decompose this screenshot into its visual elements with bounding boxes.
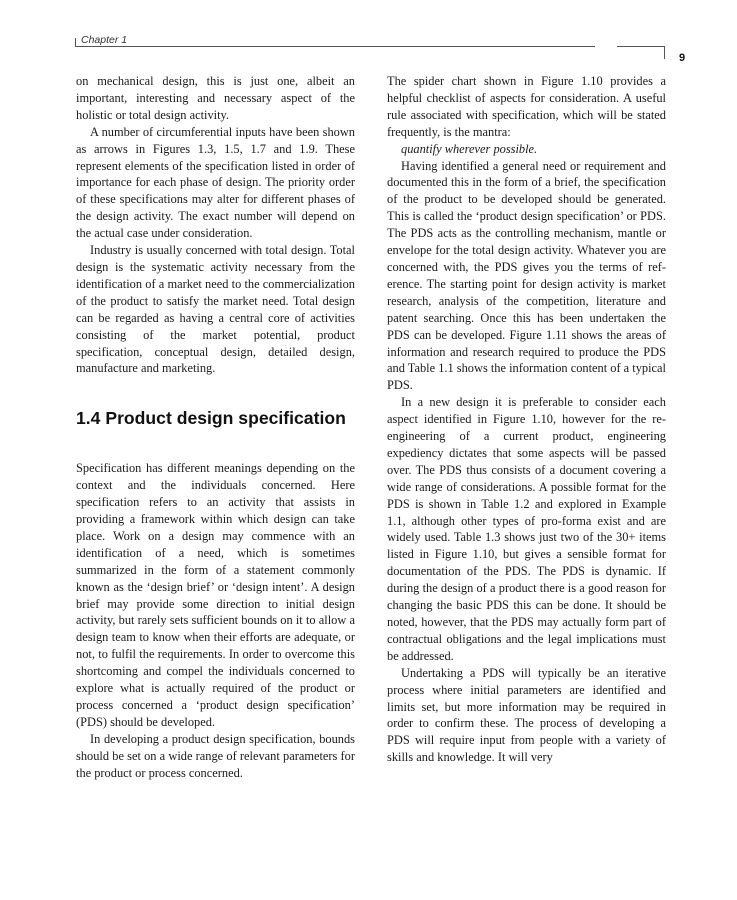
- body-paragraph: Specification has different meanings depending on the context and the individuals concerned. Here specification refers to an activity that assists in providing a framework within which design can take place. Work on a design may commence with an identification of a need, which is sometimes summarized in the form of a statement commonly known as the ‘design brief’ or ‘design intent’. A design brief may provide some direction to initial design activity, but rarely sets sufficient bounds on it to allow a design team to know when their efforts are adequate, or not, to fulfil the requirements. In order to overcome this shortcoming and compel the individuals concerned to explore what is actually required of the product or process concerned a ‘product design specification’ (PDS) should be developed.: [76, 461, 355, 729]
- body-paragraph: Industry is usually concerned with total design. Total design is the systematic activity necessary from the identification of a market need to the commercialization of the product to satisfy the market need. Total design can be regarded as having a central core of activities consisting of the market potential, product specification, conceptual design, detailed design, manufacture and marketing.: [76, 243, 355, 376]
- right-column: [387, 73, 666, 766]
- body-paragraph: on mechanical design, this is just one, albeit an important, interesting and necessary aspect of the holistic or total design activity.: [76, 74, 355, 122]
- header-rule: [75, 46, 595, 47]
- header-rule-right: [617, 46, 665, 47]
- body-paragraph: Undertaking a PDS will typically be an iterative process where initial parameters are identified and limits set, but more information may be required in order to confirm these. The process of developing a PDS will require input from people with a variety of skills and knowledge. It will very: [387, 665, 666, 765]
- left-column: [76, 73, 355, 782]
- body-paragraph: The spider chart shown in Figure 1.10 provides a helpful checklist of aspects for consideration. A useful rule associated with specification, which will be stated frequently, is the mantra:: [387, 74, 666, 139]
- body-paragraph: Having identified a general need or requirement and documented this in the form of a brief, the specification of the product to be developed should be generated. This is called the ‘product design specification’ or PDS. The PDS acts as the controlling mechanism, mantle or envelope for the total design activity. Whatever you are concerned with, the PDS gives you the terms of reference. The starting point for design activity is market research, analysis of the competition, literature and patent searching. Once this has been undertaken the PDS can be developed. Figure 1.11 shows the areas of information and research required to produce the PDS and Table 1.1 shows the information content of a typical PDS.: [387, 158, 667, 393]
- running-header-chapter: Chapter 1: [81, 34, 128, 46]
- section-heading: 1.4 Product design specification: [76, 408, 346, 429]
- mantra-quote: quantify wherever possible.: [401, 141, 538, 156]
- body-paragraph: In developing a product design specification, bounds should be set on a wide range of relevant parameters for the product or process concerned.: [76, 731, 355, 780]
- header-rule-tick-right: [664, 46, 665, 59]
- body-paragraph: A number of circumferential inputs have been shown as arrows in Figures 1.3, 1.5, 1.7 and 1.9. These represent elements of the specification listed in order of importance for each phase of design. The priority order of these specifications may alter for different phases of the design activity. The exact number will depend on the actual case under consideration.: [76, 124, 355, 241]
- body-paragraph: In a new design it is preferable to consider each aspect identified in Figure 1.10, however for the re-engineering of a current product, engineering expediency dictates that some aspects will be passed over. The PDS thus consists of a document covering a wide range of considerations. A possible format for the PDS is shown in Table 1.2 and explored in Example 1.1, although other types of pro-forma exist and are widely used. Table 1.3 shows just two of the 30+ items listed in Figure 1.10, but gives a sensible format for documentation of the PDS. The PDS is dynamic. If during the design of a product there is a good reason for changing the basic PDS this can be done. It should be noted, however, that the PDS may actually form part of contractual obligations and the legal implications must be addressed.: [387, 395, 666, 663]
- page-number: 9: [679, 52, 686, 64]
